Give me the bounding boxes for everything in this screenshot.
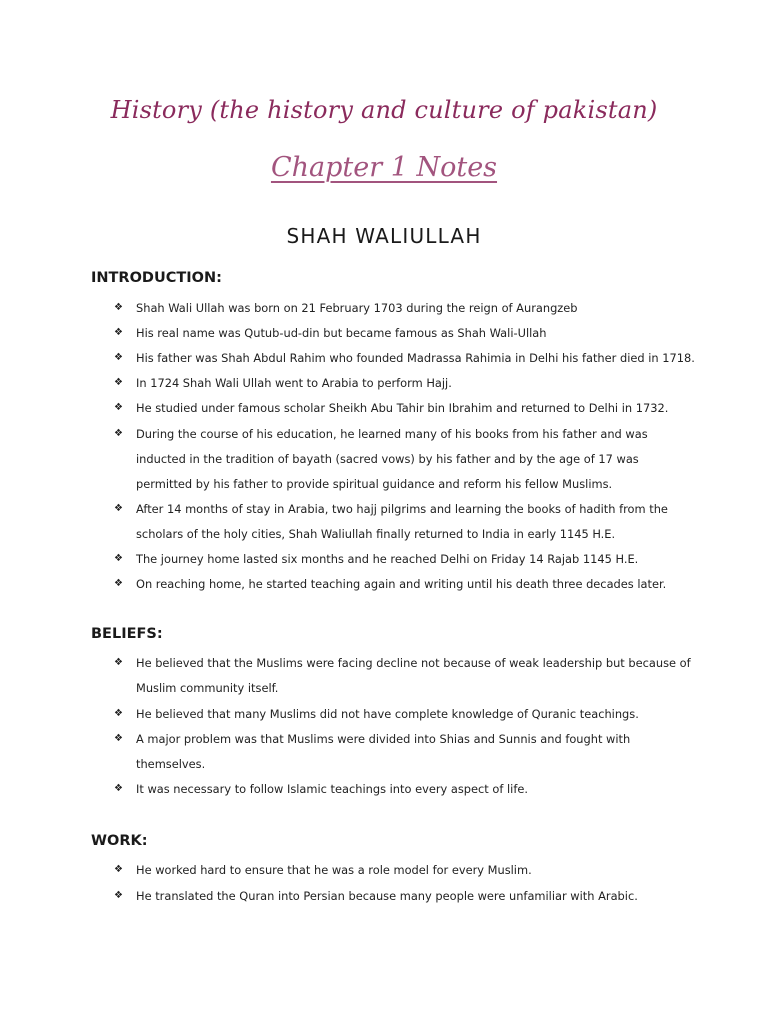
list-item (136, 777, 676, 802)
list-item (136, 884, 676, 909)
list-item-line: He studied under famous scholar Sheikh Abu Tahir bin Ibrahim and returned to Delhi in 1732. (136, 401, 669, 415)
list-item-line: He believed that many Muslims did not have complete knowledge of Quranic teachings. (136, 707, 639, 721)
bullet-icon: ❖ (114, 553, 123, 564)
list-item-line: He worked hard to ensure that he was a role model for every Muslim. (136, 863, 532, 877)
chapter-heading-text: Chapter 1 Notes (270, 152, 498, 183)
list-item-line: inducted in the tradition of bayath (sacred vows) by his father and by the age of 17 was (136, 452, 639, 466)
list-item (136, 296, 676, 321)
list-item (136, 497, 676, 547)
section-heading-introduction: INTRODUCTION: (91, 270, 222, 286)
list-item (136, 547, 676, 572)
list-item (136, 727, 676, 777)
bullet-icon: ❖ (114, 783, 123, 794)
list-item-line: In 1724 Shah Wali Ullah went to Arabia to perform Hajj. (136, 376, 452, 390)
bullet-icon: ❖ (114, 402, 123, 413)
subject-heading: SHAH WALIULLAH (286, 224, 482, 248)
bullet-icon: ❖ (114, 377, 123, 388)
bullet-icon: ❖ (114, 733, 123, 744)
bullet-icon: ❖ (114, 302, 123, 313)
list-item (136, 651, 691, 701)
bullet-icon: ❖ (114, 352, 123, 363)
list-item (136, 858, 676, 883)
list-item-line: After 14 months of stay in Arabia, two hajj pilgrims and learning the books of hadith from the (136, 502, 668, 516)
list-item (136, 321, 676, 346)
bullet-icon: ❖ (114, 428, 123, 439)
list-item-line: themselves. (136, 757, 206, 771)
section-heading-work: WORK: (91, 833, 148, 849)
bullet-icon: ❖ (114, 708, 123, 719)
bullet-icon: ❖ (114, 890, 123, 901)
list-item-line: His father was Shah Abdul Rahim who founded Madrassa Rahimia in Delhi his father died in 1718. (136, 351, 695, 365)
bullet-icon: ❖ (114, 864, 123, 875)
list-item-line: The journey home lasted six months and he reached Delhi on Friday 14 Rajab 1145 H.E. (136, 552, 639, 566)
section-heading-beliefs: BELIEFS: (91, 626, 163, 642)
bullet-icon: ❖ (114, 503, 123, 514)
list-item (136, 422, 676, 497)
bullet-icon: ❖ (114, 578, 123, 589)
list-item-line: scholars of the holy cities, Shah Waliullah finally returned to India in early 1145 H.E. (136, 527, 616, 541)
list-item (136, 346, 695, 371)
list-item-line: Shah Wali Ullah was born on 21 February 1703 during the reign of Aurangzeb (136, 301, 578, 315)
list-item-line: He believed that the Muslims were facing decline not because of weak leadership but because of (136, 656, 691, 670)
list-item-line: Muslim community itself. (136, 681, 279, 695)
document-title: History (the history and culture of pakistan) (110, 96, 658, 124)
bullet-icon: ❖ (114, 327, 123, 338)
list-item (136, 371, 676, 396)
list-item-line: During the course of his education, he learned many of his books from his father and was (136, 427, 648, 441)
bullet-icon: ❖ (114, 657, 123, 668)
list-item-line: permitted by his father to provide spiritual guidance and reform his fellow Muslims. (136, 477, 613, 491)
list-item-line: On reaching home, he started teaching again and writing until his death three decades later. (136, 577, 667, 591)
list-item (136, 572, 676, 597)
list-item-line: He translated the Quran into Persian because many people were unfamiliar with Arabic. (136, 889, 638, 903)
list-item-line: A major problem was that Muslims were divided into Shias and Sunnis and fought with (136, 732, 631, 746)
list-item-line: His real name was Qutub-ud-din but became famous as Shah Wali-Ullah (136, 326, 547, 340)
list-item (136, 396, 676, 421)
list-item (136, 702, 676, 727)
chapter-heading (0, 152, 768, 183)
list-item-line: It was necessary to follow Islamic teachings into every aspect of life. (136, 782, 528, 796)
